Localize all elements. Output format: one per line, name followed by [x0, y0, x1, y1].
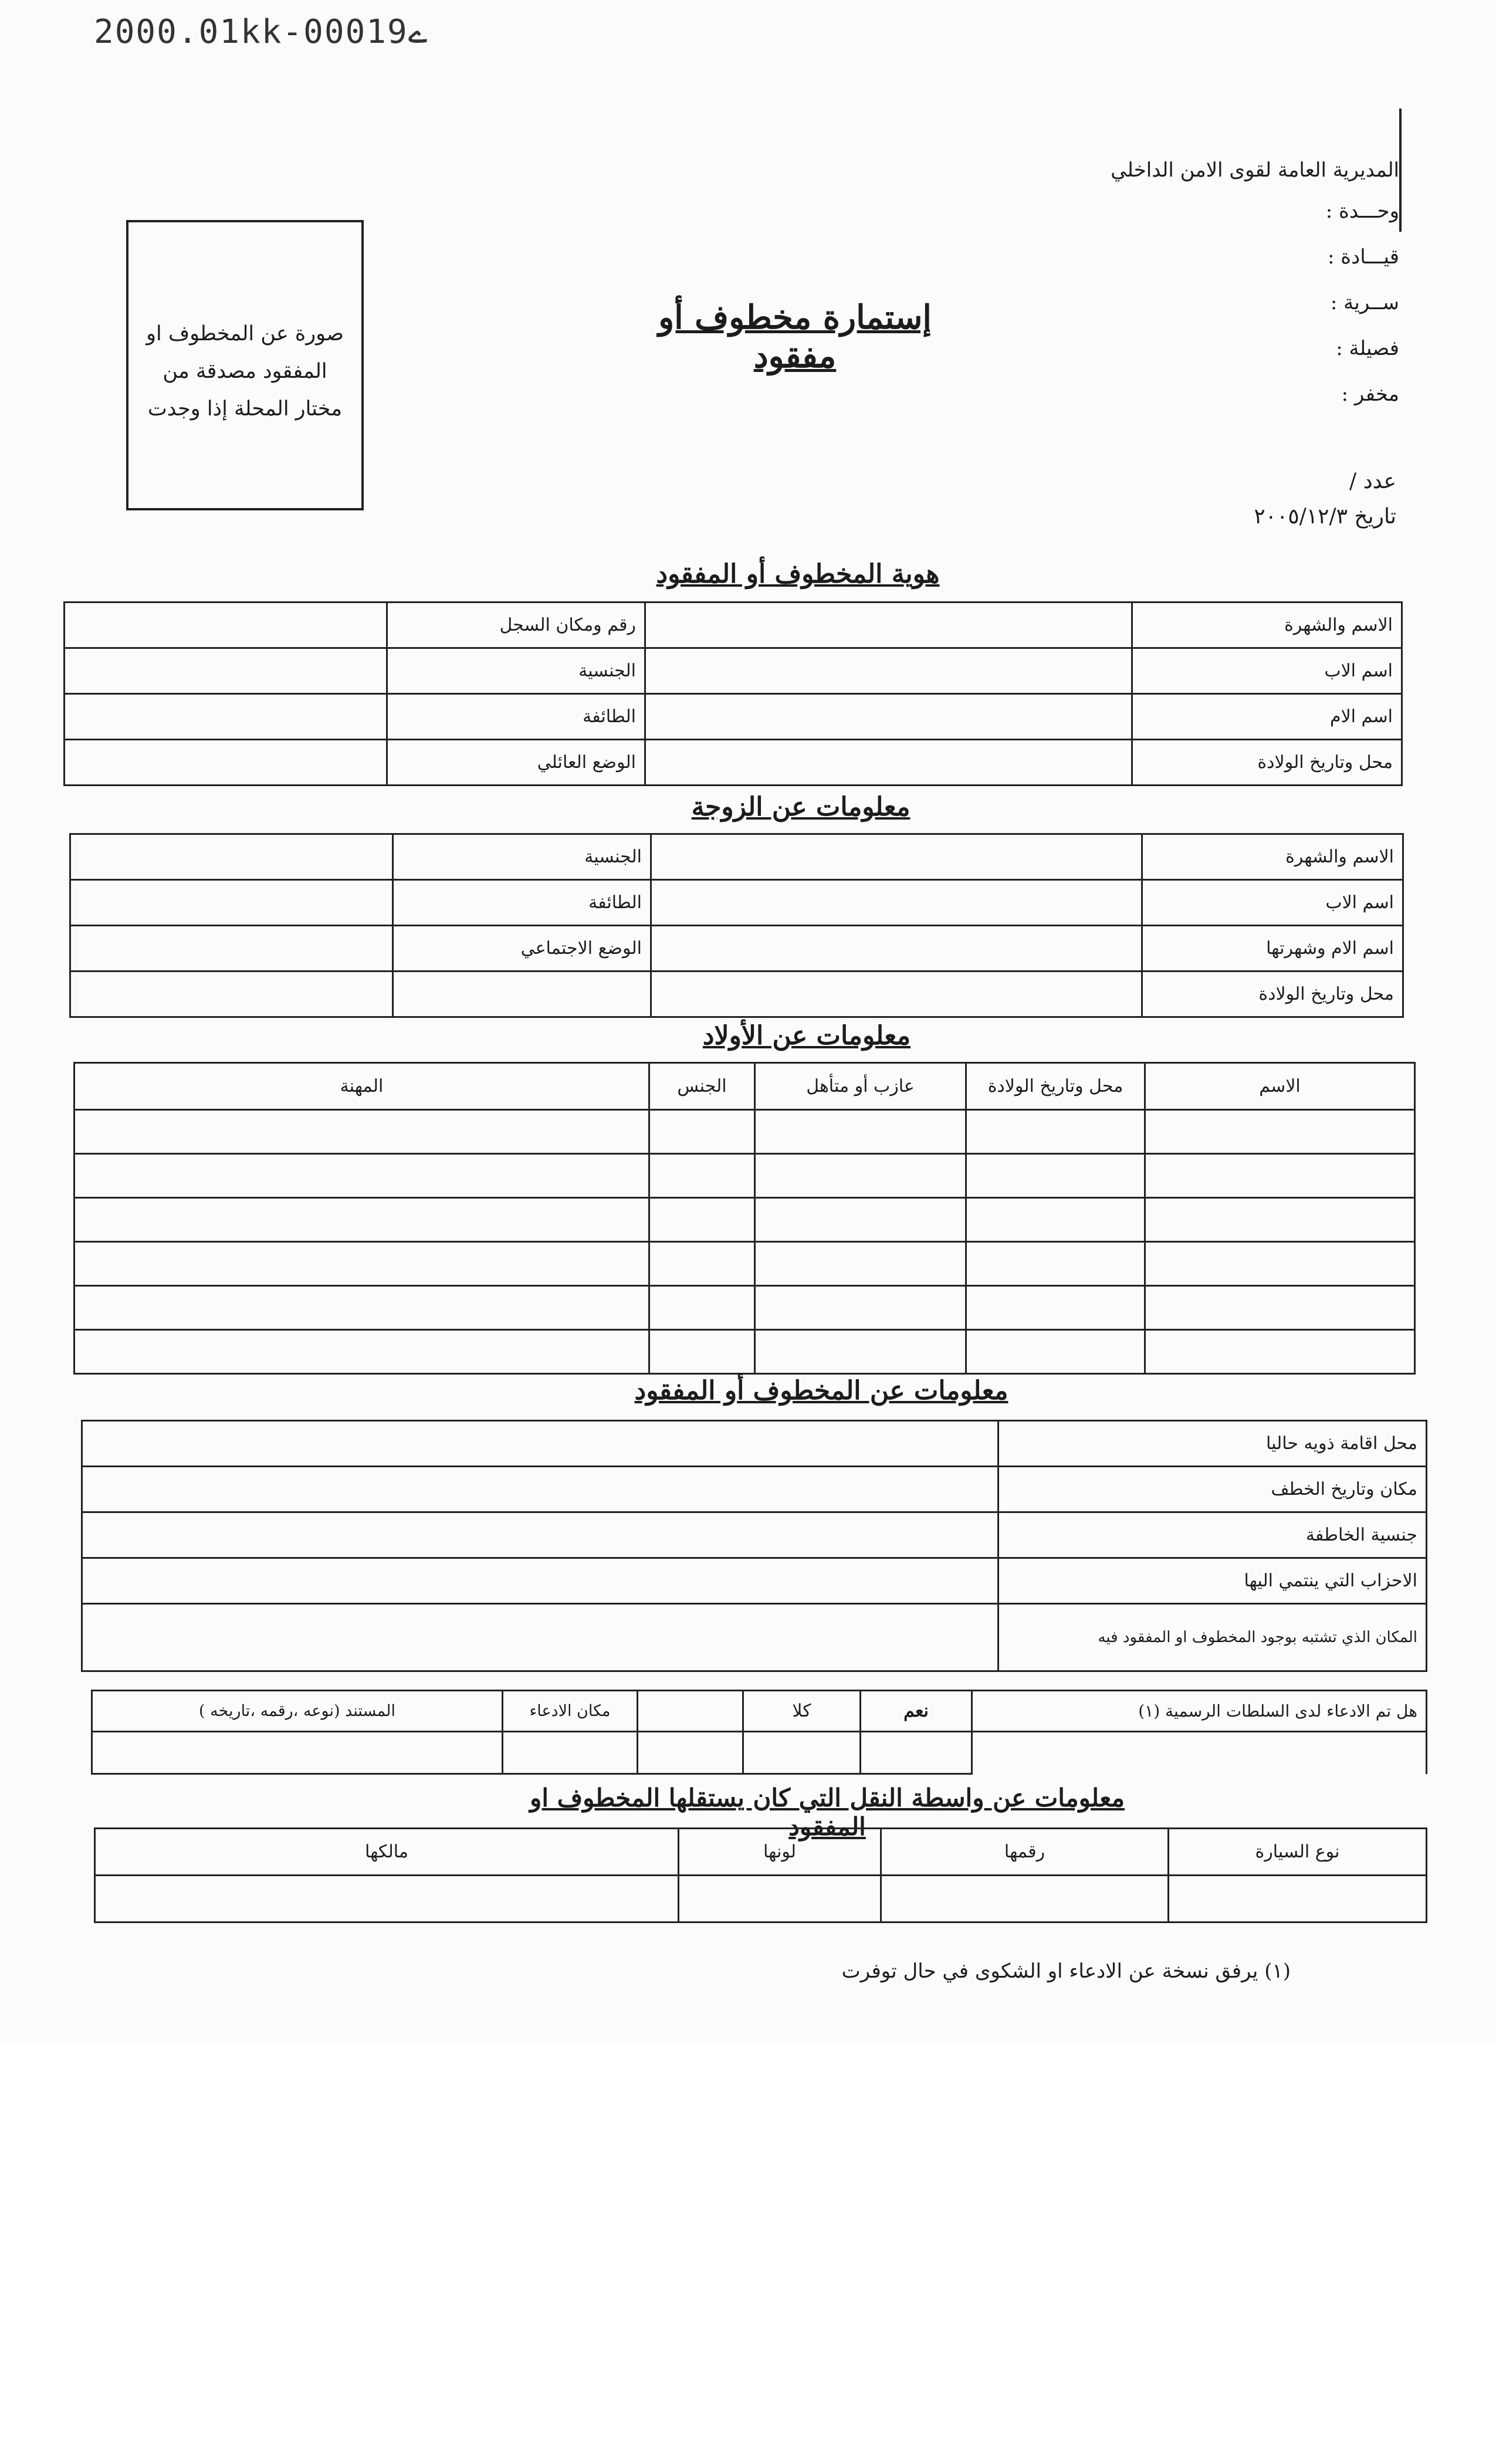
spouse-value-cell	[70, 880, 393, 926]
children-cell	[755, 1110, 966, 1154]
scan-id: 2000.01kk-00019ے	[94, 13, 428, 51]
identity-value-cell	[65, 740, 387, 786]
children-cell	[966, 1286, 1145, 1330]
claim-cell	[861, 1732, 972, 1774]
children-cell	[649, 1154, 755, 1198]
children-row	[75, 1198, 1415, 1242]
spouse-value-cell	[70, 972, 393, 1017]
children-cell	[755, 1198, 966, 1242]
spouse-value-cell	[651, 834, 1142, 880]
children-cell	[649, 1242, 755, 1286]
identity-value-cell	[645, 694, 1132, 740]
identity-label-registry: رقم ومكان السجل	[387, 603, 645, 648]
children-header-birth: محل وتاريخ الولادة	[966, 1063, 1145, 1110]
children-cell	[649, 1330, 755, 1374]
children-cell	[75, 1242, 649, 1286]
missing-row	[82, 1604, 1427, 1671]
identity-value-cell	[65, 694, 387, 740]
identity-value-cell	[645, 648, 1132, 694]
missing-value-cell	[82, 1512, 999, 1558]
missing-row	[82, 1512, 1427, 1558]
identity-row	[65, 694, 1402, 740]
children-row	[75, 1242, 1415, 1286]
missing-row	[82, 1421, 1427, 1467]
children-cell	[1145, 1330, 1415, 1374]
identity-value-cell	[645, 603, 1132, 648]
directorate-label: المديرية العامة لقوى الامن الداخلي	[1111, 158, 1399, 182]
children-cell	[755, 1154, 966, 1198]
children-header-row	[75, 1063, 1415, 1110]
spouse-value-cell	[70, 834, 393, 880]
header-field-command: قيـــادة :	[1328, 245, 1399, 269]
claim-cell	[743, 1732, 861, 1774]
claim-cell	[92, 1732, 503, 1774]
identity-row	[65, 603, 1402, 648]
missing-label-place-date: مكان وتاريخ الخطف	[999, 1467, 1427, 1512]
identity-label-family-status: الوضع العائلي	[387, 740, 645, 786]
header-field-platoon: فصيلة :	[1336, 337, 1399, 360]
margin-line	[1399, 109, 1402, 232]
children-cell	[649, 1286, 755, 1330]
missing-value-cell	[82, 1467, 999, 1512]
date-line: تاريخ ٢٠٠٥/١٢/٣	[1254, 505, 1396, 529]
identity-label-father: اسم الاب	[1132, 648, 1402, 694]
missing-section-title: معلومات عن المخطوف أو المفقود	[634, 1376, 1008, 1406]
footnote: (١) يرفق نسخة عن الادعاء او الشكوى في حال توفرت	[841, 1959, 1291, 1983]
blank-area	[0, 2042, 1496, 2464]
vehicle-header-type: نوع السيارة	[1169, 1829, 1427, 1876]
vehicle-header-owner: مالكها	[95, 1829, 679, 1876]
identity-table	[63, 601, 1403, 786]
claim-no: كلا	[743, 1691, 861, 1732]
children-cell	[649, 1110, 755, 1154]
missing-label-parties: الاحزاب التي ينتمي اليها	[999, 1558, 1427, 1604]
vehicle-header-color: لونها	[679, 1829, 881, 1876]
spouse-label-birth: محل وتاريخ الولادة	[1142, 972, 1403, 1017]
missing-row	[82, 1558, 1427, 1604]
spouse-empty-label	[393, 972, 651, 1017]
claim-blank	[638, 1691, 743, 1732]
spouse-value-cell	[651, 926, 1142, 972]
vehicle-section-title: معلومات عن واسطة النقل التي كان يستقلها المخطوف او المفقود	[530, 1783, 1125, 1841]
photo-box	[126, 220, 364, 510]
identity-label-mother: اسم الام	[1132, 694, 1402, 740]
spouse-value-cell	[651, 880, 1142, 926]
spouse-section-title: معلومات عن الزوجة	[691, 792, 911, 822]
children-cell	[1145, 1154, 1415, 1198]
children-cell	[966, 1110, 1145, 1154]
children-cell	[75, 1154, 649, 1198]
claim-cell	[972, 1732, 1427, 1774]
claim-question: هل تم الادعاء لدى السلطات الرسمية (١)	[972, 1691, 1427, 1732]
children-cell	[755, 1286, 966, 1330]
claim-value-row	[92, 1732, 1427, 1774]
missing-value-cell	[82, 1604, 999, 1671]
children-header-occupation: المهنة	[75, 1063, 649, 1110]
identity-label-name: الاسم والشهرة	[1132, 603, 1402, 648]
children-cell	[1145, 1110, 1415, 1154]
claim-table	[91, 1690, 1427, 1775]
identity-section-title: هوية المخطوف أو المفقود	[656, 559, 940, 589]
spouse-row	[70, 926, 1403, 972]
children-cell	[75, 1110, 649, 1154]
header-field-unit: وحـــدة :	[1325, 199, 1399, 223]
children-cell	[755, 1330, 966, 1374]
spouse-label-social-status: الوضع الاجتماعي	[393, 926, 651, 972]
children-cell	[75, 1286, 649, 1330]
vehicle-row	[95, 1876, 1427, 1923]
vehicle-header-number: رقمها	[881, 1829, 1169, 1876]
vehicle-cell	[679, 1876, 881, 1923]
identity-row	[65, 740, 1402, 786]
missing-info-table	[81, 1420, 1427, 1672]
vehicle-table	[94, 1827, 1427, 1923]
children-table	[73, 1062, 1416, 1375]
number-label: عدد /	[1349, 469, 1396, 493]
children-row	[75, 1286, 1415, 1330]
vehicle-cell	[95, 1876, 679, 1923]
date-block	[1091, 469, 1396, 529]
missing-label-residence: محل اقامة ذويه حاليا	[999, 1421, 1427, 1467]
missing-value-cell	[82, 1558, 999, 1604]
claim-row	[92, 1691, 1427, 1732]
children-section-title: معلومات عن الأولاد	[702, 1021, 911, 1051]
spouse-label-name: الاسم والشهرة	[1142, 834, 1403, 880]
identity-label-sect: الطائفة	[387, 694, 645, 740]
children-cell	[966, 1198, 1145, 1242]
form-title: إستمارة مخطوف أو مفقود	[658, 298, 932, 375]
header-block	[1035, 158, 1399, 428]
spouse-label-nationality: الجنسية	[393, 834, 651, 880]
spouse-value-cell	[651, 972, 1142, 1017]
spouse-label-mother: اسم الام وشهرتها	[1142, 926, 1403, 972]
spouse-label-sect: الطائفة	[393, 880, 651, 926]
spouse-table	[69, 833, 1404, 1018]
children-cell	[1145, 1242, 1415, 1286]
missing-value-cell	[82, 1421, 999, 1467]
children-row	[75, 1154, 1415, 1198]
identity-row	[65, 648, 1402, 694]
identity-value-cell	[65, 603, 387, 648]
children-header-name: الاسم	[1145, 1063, 1415, 1110]
children-cell	[966, 1154, 1145, 1198]
claim-yes: نعم	[861, 1691, 972, 1732]
children-header-gender: الجنس	[649, 1063, 755, 1110]
identity-label-nationality: الجنسية	[387, 648, 645, 694]
children-cell	[75, 1198, 649, 1242]
spouse-value-cell	[70, 926, 393, 972]
children-row	[75, 1330, 1415, 1374]
photo-box-text: صورة عن المخطوف او المفقود مصدقة من مختار المحلة إذا وجدت	[146, 321, 344, 421]
children-cell	[1145, 1198, 1415, 1242]
children-cell	[649, 1198, 755, 1242]
spouse-label-father: اسم الاب	[1142, 880, 1403, 926]
children-cell	[1145, 1286, 1415, 1330]
identity-value-cell	[65, 648, 387, 694]
children-cell	[966, 1242, 1145, 1286]
claim-cell	[503, 1732, 638, 1774]
children-cell	[966, 1330, 1145, 1374]
spouse-row	[70, 880, 1403, 926]
identity-value-cell	[645, 740, 1132, 786]
children-header-marital: عازب أو متأهل	[755, 1063, 966, 1110]
vehicle-cell	[1169, 1876, 1427, 1923]
missing-label-suspected-place: المكان الذي تشتبه بوجود المخطوف او المفقود فيه	[999, 1604, 1427, 1671]
children-cell	[755, 1242, 966, 1286]
spouse-row	[70, 834, 1403, 880]
missing-row	[82, 1467, 1427, 1512]
header-field-station: مخفر :	[1341, 383, 1399, 406]
children-row	[75, 1110, 1415, 1154]
missing-label-kidnapper: جنسية الخاطفة	[999, 1512, 1427, 1558]
identity-label-birth: محل وتاريخ الولادة	[1132, 740, 1402, 786]
header-field-company: ســرية :	[1330, 291, 1399, 314]
claim-cell	[638, 1732, 743, 1774]
claim-place-header: مكان الادعاء	[503, 1691, 638, 1732]
vehicle-header-row	[95, 1829, 1427, 1876]
spouse-row	[70, 972, 1403, 1017]
claim-document-header: المستند (نوعه ،رقمه ،تاريخه )	[92, 1691, 503, 1732]
children-cell	[75, 1330, 649, 1374]
vehicle-cell	[881, 1876, 1169, 1923]
